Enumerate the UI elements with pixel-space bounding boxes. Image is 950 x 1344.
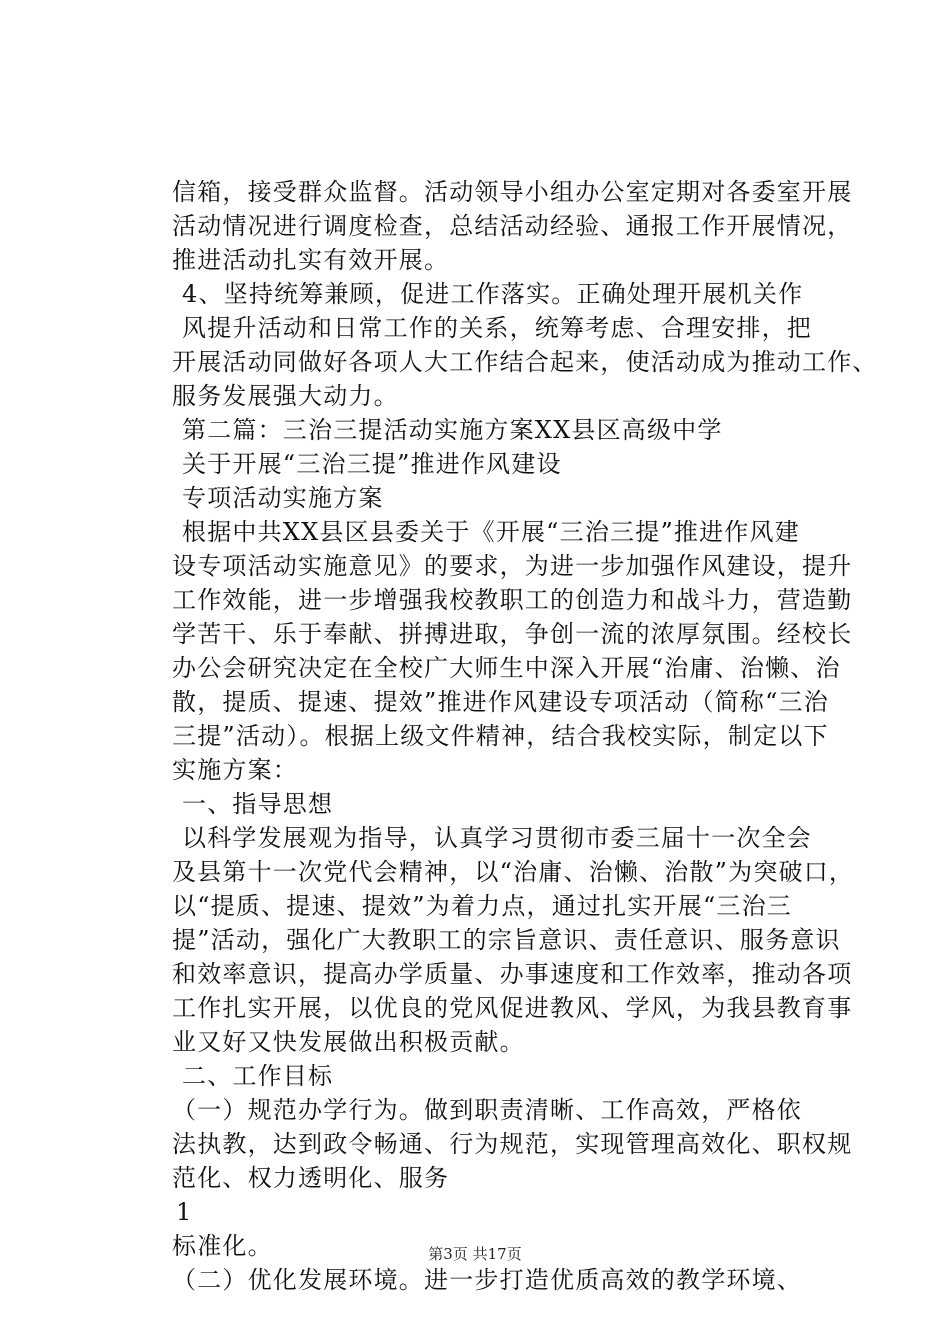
text-line: 工作效能，进一步增强我校教职工的创造力和战斗力，营造勤 xyxy=(172,586,853,614)
section-heading: 第二篇：三治三提活动实施方案XX县区高级中学 xyxy=(182,416,723,444)
text-line: 及县第十一次党代会精神，以“治庸、治懒、治散”为突破口， xyxy=(172,858,855,886)
document-subtitle: 专项活动实施方案 xyxy=(182,484,384,512)
text-line: 开展活动同做好各项人大工作结合起来，使活动成为推动工作、 xyxy=(172,348,878,376)
text-line: 推进活动扎实有效开展。 xyxy=(172,246,450,274)
page-footer: 第3页 共17页 xyxy=(428,1245,522,1263)
document-title: 关于开展“三治三提”推进作风建设 xyxy=(182,450,562,478)
text-line: 4、坚持统筹兼顾，促进工作落实。正确处理开展机关作 xyxy=(182,280,804,308)
text-line: 办公会研究决定在全校广大师生中深入开展“治庸、治懒、治 xyxy=(172,654,841,682)
text-line: 和效率意识，提高办学质量、办事速度和工作效率，推动各项 xyxy=(172,960,853,988)
inline-page-number: 1 xyxy=(176,1198,193,1226)
text-line: 信箱，接受群众监督。活动领导小组办公室定期对各委室开展 xyxy=(172,178,853,206)
text-line: 业又好又快发展做出积极贡献。 xyxy=(172,1028,525,1056)
text-line: 设专项活动实施意见》的要求，为进一步加强作风建设，提升 xyxy=(172,552,853,580)
text-line: 三提”活动）。根据上级文件精神，结合我校实际，制定以下 xyxy=(172,722,829,750)
text-line: 实施方案： xyxy=(172,756,298,784)
text-line: （一）规范办学行为。做到职责清晰、工作高效，严格依 xyxy=(172,1096,802,1124)
text-line: 学苦干、乐于奉献、拼搏进取，争创一流的浓厚氛围。经校长 xyxy=(172,620,853,648)
text-line: 风提升活动和日常工作的关系，统筹考虑、合理安排，把 xyxy=(182,314,812,342)
text-line: 根据中共XX县区县委关于《开展“三治三提”推进作风建 xyxy=(182,518,800,546)
text-line: 服务发展强大动力。 xyxy=(172,382,399,410)
section-heading: 二、工作目标 xyxy=(182,1062,334,1090)
text-line: 范化、权力透明化、服务 xyxy=(172,1164,450,1192)
text-line: 散，提质、提速、提效”推进作风建设专项活动（简称“三治 xyxy=(172,688,829,716)
text-line: 以科学发展观为指导，认真学习贯彻市委三届十一次全会 xyxy=(182,824,812,852)
text-line: 活动情况进行调度检查，总结活动经验、通报工作开展情况， xyxy=(172,212,853,240)
text-line: 工作扎实开展，以优良的党风促进教风、学风，为我县教育事 xyxy=(172,994,853,1022)
text-line: 法执教，达到政令畅通、行为规范，实现管理高效化、职权规 xyxy=(172,1130,853,1158)
text-line: 标准化。 xyxy=(172,1232,273,1260)
text-line: （二）优化发展环境。进一步打造优质高效的教学环境、 xyxy=(172,1266,802,1294)
section-heading: 一、指导思想 xyxy=(182,790,334,818)
text-line: 提”活动，强化广大教职工的宗旨意识、责任意识、服务意识 xyxy=(172,926,841,954)
text-line: 以“提质、提速、提效”为着力点，通过扎实开展“三治三 xyxy=(172,892,793,920)
